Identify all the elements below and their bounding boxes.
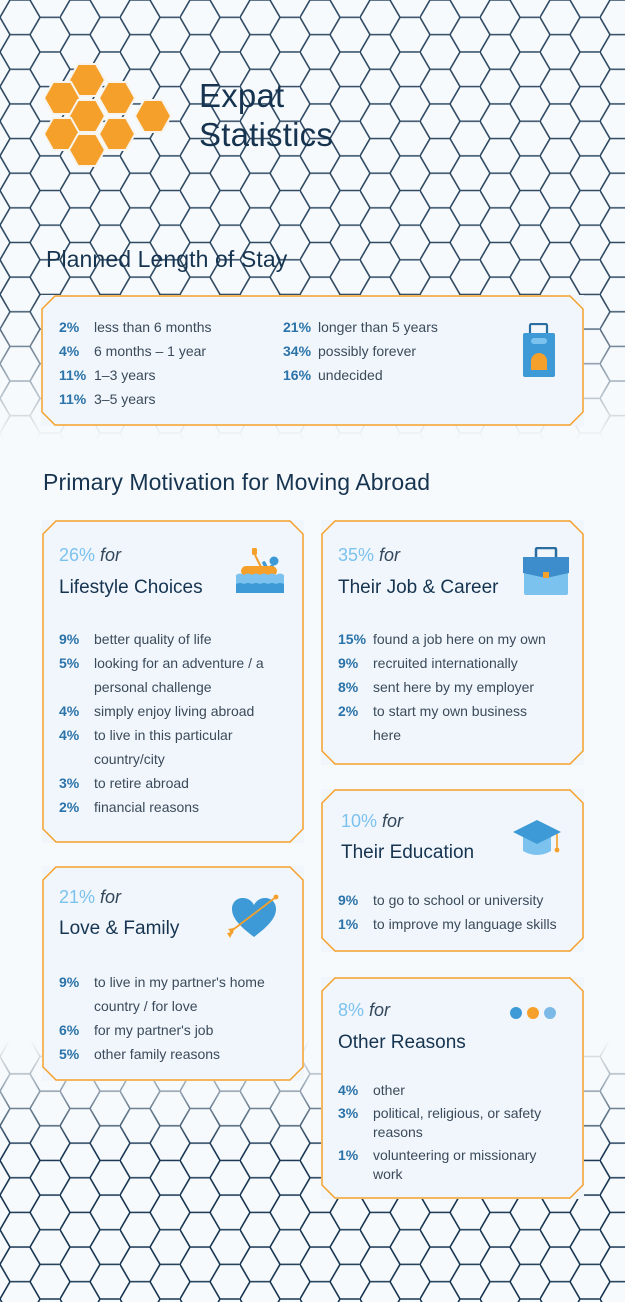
suitcase-icon [521,323,557,379]
three-dots-icon [509,1005,557,1021]
title-line-1: Expat [199,77,285,114]
item-label: to improve my language skills [373,916,557,932]
stay-row [59,339,289,363]
list-item [338,699,553,747]
list-item [338,912,583,936]
for-word: for [100,545,122,565]
stay-pct: 16% [283,367,312,383]
item-label: sent here by my employer [373,679,535,695]
stay-row [59,363,289,387]
briefcase-icon [522,547,570,597]
rafting-icon [235,547,289,595]
item-label: other [373,1082,405,1098]
list-item [338,627,583,651]
list-item [338,1104,548,1142]
list-item [59,795,289,819]
stay-pct: 2% [59,319,80,335]
card-title: Their Education [341,842,475,863]
stay-row [59,387,289,411]
item-pct: 4% [59,703,80,719]
item-label: better quality of life [94,631,212,647]
list-item [59,970,289,1018]
stay-pct: 11% [59,391,87,407]
list-item [59,1042,289,1066]
item-pct: 3% [338,1105,359,1121]
card-title: Their Job & Career [338,577,499,598]
card-pct-value: 21% [59,887,96,907]
section-heading-motivation: Primary Motivation for Moving Abroad [43,469,431,495]
list-item [59,723,259,771]
item-pct: 9% [59,974,80,990]
stay-pct: 21% [283,319,312,335]
list-item [59,627,289,651]
stay-row [283,363,513,387]
stay-row [283,339,513,363]
item-pct: 9% [59,631,80,647]
for-word: for [369,1000,391,1020]
stay-label: 3–5 years [94,391,156,407]
stay-label: possibly forever [318,343,417,359]
for-word: for [100,887,122,907]
item-label: recruited internationally [373,655,518,671]
list-item [59,771,289,795]
list-item [59,1018,289,1042]
stay-label: undecided [318,367,383,383]
item-pct: 2% [338,703,359,719]
title-line-2: Statistics [199,116,334,153]
stay-pct: 4% [59,343,80,359]
stay-card [41,295,584,426]
item-label: to retire abroad [94,775,189,791]
item-pct: 6% [59,1022,80,1038]
card-percent [338,545,400,566]
stay-pct: 34% [283,343,312,359]
item-label: to live in this particular country/city [94,727,233,767]
stay-label: 1–3 years [94,367,156,383]
card-percent [341,811,403,832]
card-title: Other Reasons [338,1032,466,1053]
list-item [338,675,583,699]
card-pct-value: 26% [59,545,96,565]
stay-label: less than 6 months [94,319,212,335]
item-pct: 2% [59,799,80,815]
item-label: to live in my partner's home country / for love [94,974,265,1014]
stay-row [283,315,513,339]
item-pct: 1% [338,1147,359,1163]
item-label: political, religious, or safety reasons [373,1105,542,1140]
list-item [338,1146,548,1184]
card-pct-value: 35% [338,545,375,565]
item-label: simply enjoy living abroad [94,703,255,719]
item-pct: 9% [338,655,359,671]
stay-pct: 11% [59,367,87,383]
lifestyle-card [42,520,304,843]
card-percent [59,887,121,908]
graduation-cap-icon [513,819,563,861]
education-card [321,789,584,952]
list-item [338,888,583,912]
stay-label: longer than 5 years [318,319,438,335]
item-label: other family reasons [94,1046,221,1062]
job-card [321,520,584,765]
page-title [199,76,333,154]
item-pct: 15% [338,631,367,647]
item-label: to go to school or university [373,892,544,908]
stay-label: 6 months – 1 year [94,343,207,359]
card-percent [338,1000,390,1021]
item-pct: 4% [338,1082,359,1098]
section-heading-stay: Planned Length of Stay [46,246,288,272]
item-label: for my partner's job [94,1022,214,1038]
for-word: for [379,545,401,565]
item-label: found a job here on my own [373,631,546,647]
love-family-card [42,866,304,1081]
item-pct: 9% [338,892,359,908]
list-item [338,1078,568,1102]
item-pct: 8% [338,679,359,695]
card-pct-value: 10% [341,811,378,831]
heart-arrow-icon [224,893,280,941]
for-word: for [382,811,404,831]
item-pct: 5% [59,1046,80,1062]
item-pct: 3% [59,775,80,791]
card-title: Love & Family [59,918,180,939]
stay-row [59,315,289,339]
item-pct: 4% [59,727,80,743]
card-percent [59,545,121,566]
item-label: volunteering or missionary work [373,1147,537,1182]
item-label: to start my own business here [373,703,528,743]
list-item [59,651,289,699]
list-item [338,651,583,675]
item-pct: 1% [338,916,359,932]
card-pct-value: 8% [338,1000,365,1020]
item-label: looking for an adventure / a personal challenge [94,655,264,695]
item-pct: 5% [59,655,80,671]
card-title: Lifestyle Choices [59,577,203,598]
honeycomb-logo-icon [44,62,176,168]
item-label: financial reasons [94,799,200,815]
list-item [59,699,289,723]
other-reasons-card [321,977,584,1199]
